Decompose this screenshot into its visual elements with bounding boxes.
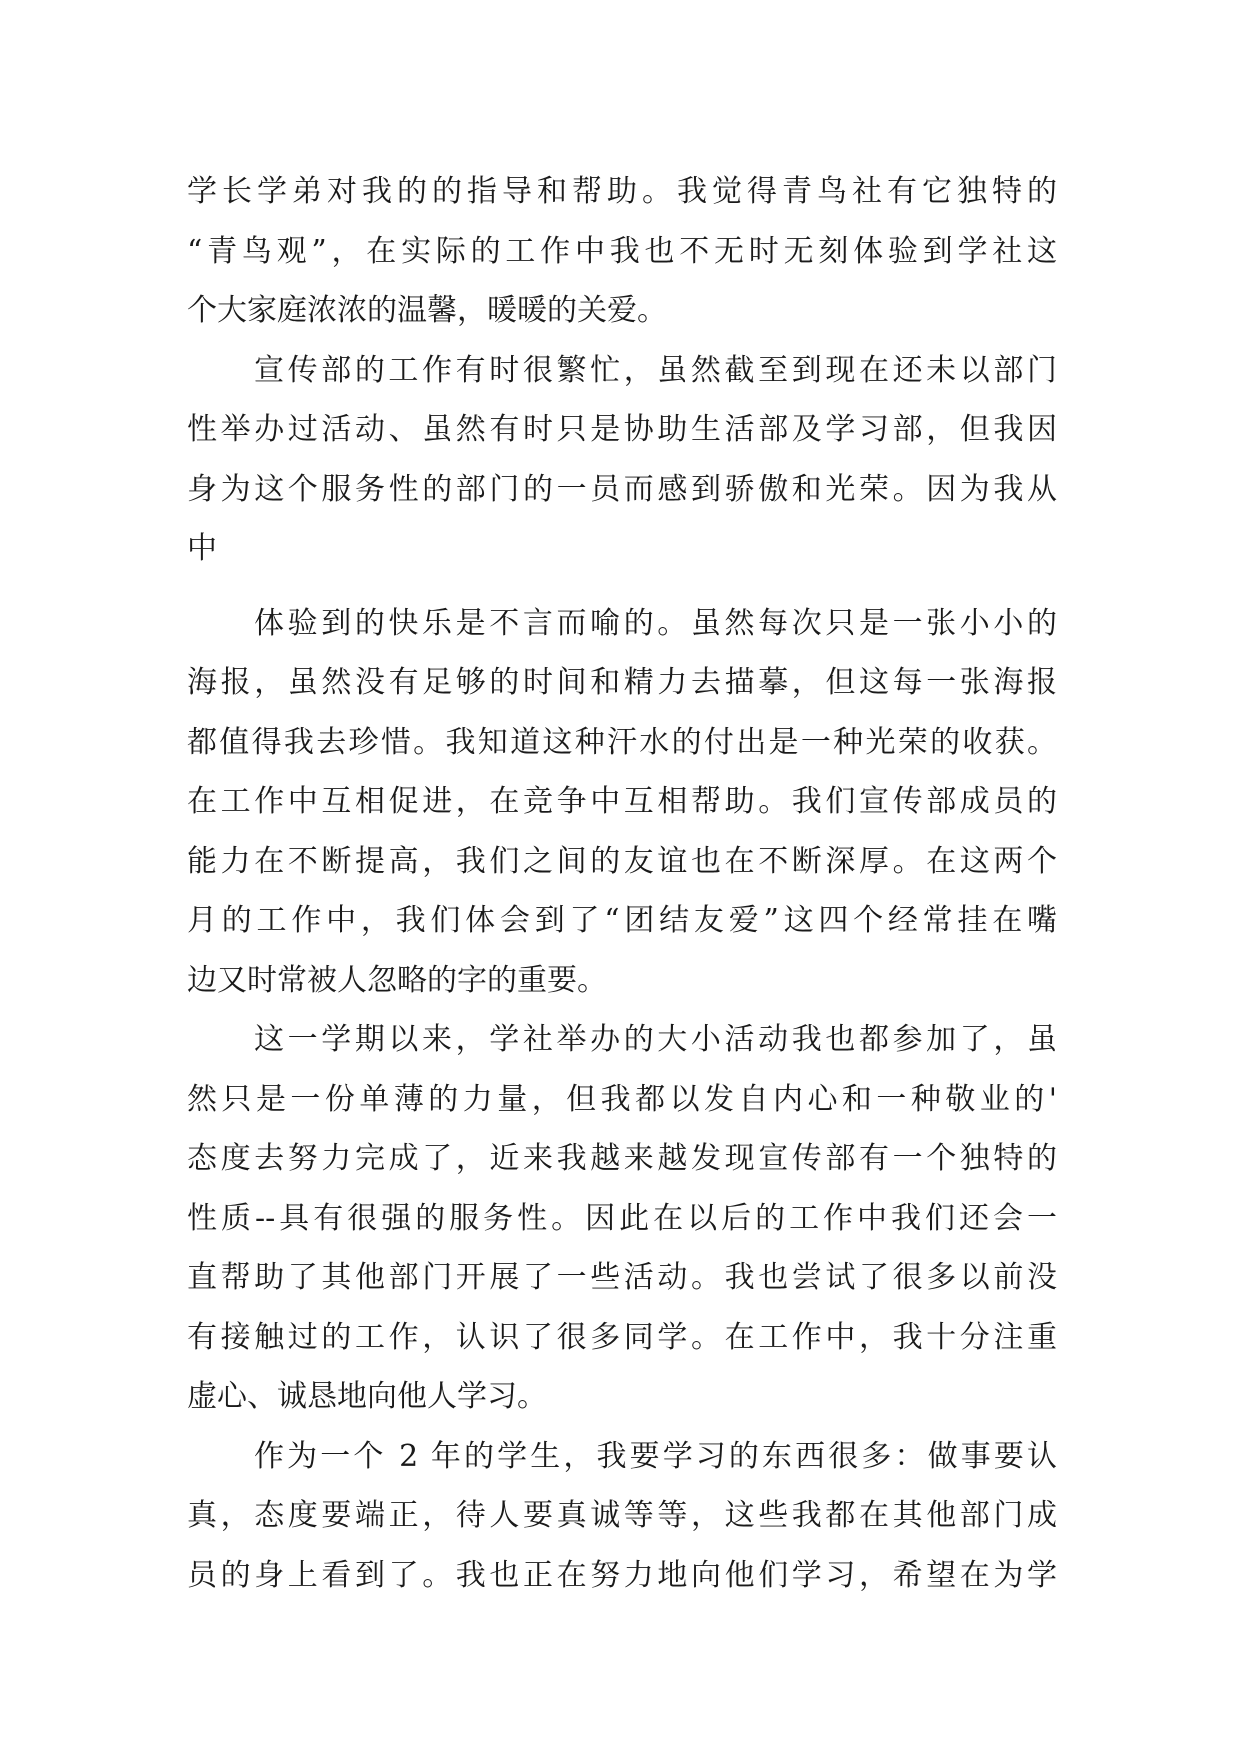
text-line: 作为一个 2 年的学生，我要学习的东西很多：做事要认 (254, 1438, 1057, 1474)
text-line: 海报，虽然没有足够的时间和精力去描摹，但这每一张海报 (187, 665, 1057, 700)
text-line: 性举办过活动、虽然有时只是协助生活部及学习部，但我因 (187, 412, 1057, 447)
text-line: 有接触过的工作，认识了很多同学。在工作中，我十分注重 (187, 1319, 1057, 1355)
text-line: 中 (187, 531, 217, 566)
text-line: 态度去努力完成了，近来我越来越发现宣传部有一个独特的 (187, 1141, 1057, 1176)
text-line: 身为这个服务性的部门的一员而感到骄傲和光荣。因为我从 (187, 471, 1057, 507)
text-line: 员的身上看到了。我也正在努力地向他们学习，希望在为学 (187, 1557, 1057, 1593)
text-line: 真，态度要端正，待人要真诚等等，这些我都在其他部门成 (187, 1498, 1057, 1533)
text-line: 个大家庭浓浓的温馨，暖暖的关爱。 (187, 293, 667, 328)
text-line: 能力在不断提高，我们之间的友谊也在不断深厚。在这两个 (187, 843, 1057, 879)
text-line: 边又时常被人忽略的字的重要。 (187, 962, 607, 998)
text-line: “青鸟观”，在实际的工作中我也不无时无刻体验到学社这 (187, 233, 1057, 269)
body-text (187, 162, 1057, 1605)
text-line: 然只是一份单薄的力量，但我都以发自内心和一种敬业的' (187, 1081, 1057, 1117)
text-line: 这一学期以来，学社举办的大小活动我也都参加了，虽 (254, 1022, 1057, 1057)
text-line: 直帮助了其他部门开展了一些活动。我也尝试了很多以前没 (187, 1260, 1057, 1295)
text-line: 月的工作中，我们体会到了“团结友爱”这四个经常挂在嘴 (187, 903, 1057, 938)
text-line: 体验到的快乐是不言而喻的。虽然每次只是一张小小的 (254, 605, 1057, 641)
text-line: 性质--具有很强的服务性。因此在以后的工作中我们还会一 (187, 1200, 1057, 1236)
text-line: 学长学弟对我的的指导和帮助。我觉得青鸟社有它独特的 (187, 174, 1057, 209)
text-line: 宣传部的工作有时很繁忙，虽然截至到现在还未以部门 (254, 352, 1057, 388)
text-line: 都值得我去珍惜。我知道这种汗水的付出是一种光荣的收获。 (187, 724, 1057, 760)
text-line: 在工作中互相促进，在竞争中互相帮助。我们宣传部成员的 (187, 784, 1057, 819)
text-line: 虚心、诚恳地向他人学习。 (187, 1379, 547, 1414)
